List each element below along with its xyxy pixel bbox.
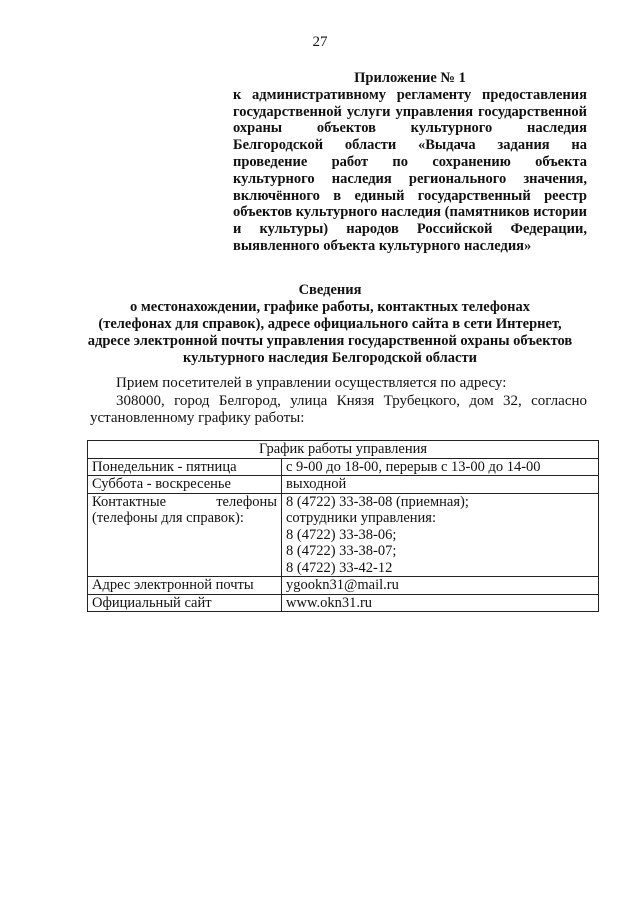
schedule-table xyxy=(87,440,599,612)
intro-address: 308000, город Белгород, улица Князя Трубецкого, дом 32, согласно установленному графику работы: xyxy=(90,392,587,426)
contacts-label xyxy=(88,493,282,577)
phone-line: 8 (4722) 33-38-07; xyxy=(286,543,397,559)
table-row xyxy=(88,476,599,494)
table-row xyxy=(88,577,599,595)
contacts-label-word: телефоны xyxy=(216,493,277,510)
email-value: ygookn31@mail.ru xyxy=(282,577,599,595)
info-title: Сведения xyxy=(298,282,362,298)
info-heading xyxy=(70,282,590,367)
info-line: о местонахождении, графике работы, контактных телефонах xyxy=(129,299,531,315)
row-value: выходной xyxy=(282,476,599,494)
appendix-body: к административному регламенту предоставления государственной услуги управления государственной охраны объектов культурного наследия Белгородской области «Выдача задания на проведение работ по сохранению объекта культурного наследия регионального значения, включённого в единый государственный реестр объектов культурного наследия (памятников истории и культуры) народов Российской Федерации, выявленного объекта культурного наследия» xyxy=(233,86,587,254)
website-value: www.okn31.ru xyxy=(282,594,599,612)
contacts-label-word: Контактные xyxy=(92,493,167,510)
contacts-label-line2: (телефоны для справок): xyxy=(92,510,244,526)
page-number: 27 xyxy=(312,34,328,50)
table-header-row xyxy=(88,441,599,459)
row-label: Понедельник - пятница xyxy=(88,458,282,476)
phone-line: 8 (4722) 33-38-08 (приемная); xyxy=(286,493,469,510)
appendix-title: Приложение № 1 xyxy=(354,70,466,86)
row-label: Официальный сайт xyxy=(88,594,282,612)
row-label: Адрес электронной почты xyxy=(88,577,282,595)
info-line: культурного наследия Белгородской области xyxy=(183,350,477,366)
info-line: адресе электронной почты управления государственной охраны объектов xyxy=(87,333,573,349)
table-header: График работы управления xyxy=(88,441,599,459)
phone-line: сотрудники управления: xyxy=(286,510,436,526)
intro-text xyxy=(90,375,587,428)
table-row xyxy=(88,458,599,476)
phone-line: 8 (4722) 33-42-12 xyxy=(286,559,393,576)
table-row-contacts xyxy=(88,493,599,577)
info-line: (телефонах для справок), адресе официального сайта в сети Интернет, xyxy=(98,316,562,332)
table-row xyxy=(88,594,599,612)
contacts-label-line1 xyxy=(92,494,277,511)
appendix-block xyxy=(233,70,587,255)
phone-line: 8 (4722) 33-38-06; xyxy=(286,526,397,543)
contacts-values xyxy=(282,493,599,577)
intro-line: Прием посетителей в управлении осуществляется по адресу: xyxy=(116,375,507,391)
row-label: Суббота - воскресенье xyxy=(88,476,282,494)
row-value: с 9-00 до 18-00, перерыв с 13-00 до 14-00 xyxy=(282,458,599,476)
